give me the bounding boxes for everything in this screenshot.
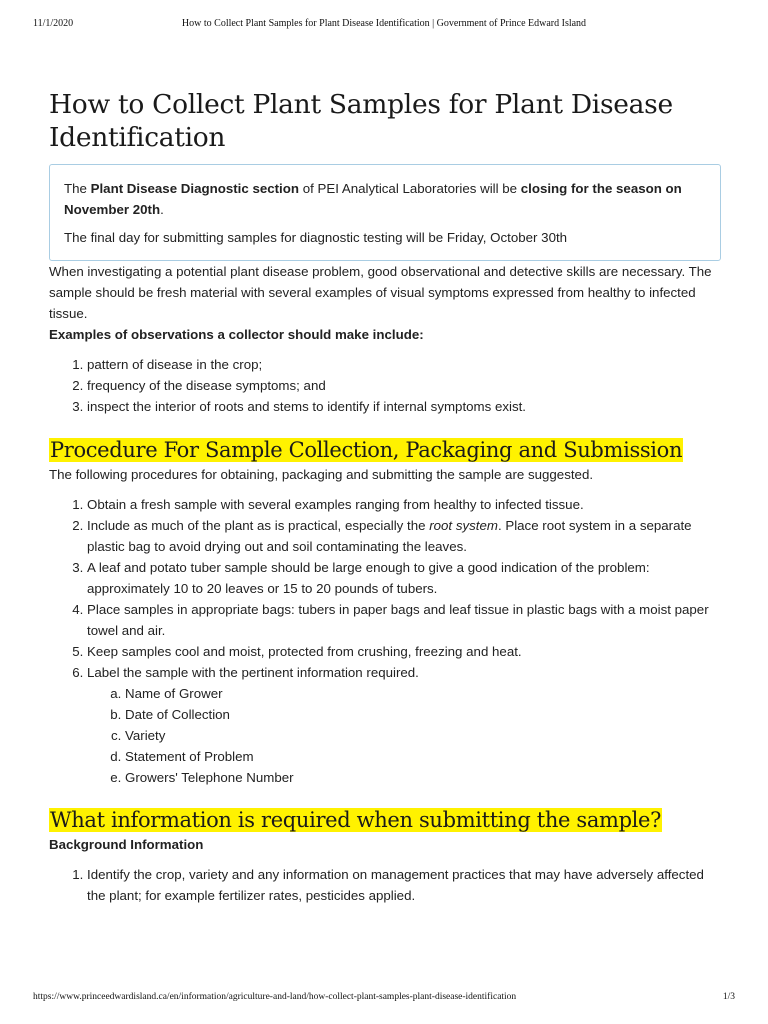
notice-line-1: The Plant Disease Diagnostic section of PEI Analytical Laboratories will be closing for the season on November 20th. (64, 181, 682, 217)
procedure-heading: Procedure For Sample Collection, Packaging and Submission (50, 438, 683, 462)
info-heading: What information is required when submitting the sample? (50, 808, 662, 832)
print-page-title: How to Collect Plant Samples for Plant Disease Identification | Government of Prince Edward Island (181, 18, 587, 29)
list-item: e. Growers' Telephone Number (125, 767, 721, 788)
print-footer (33, 992, 735, 1006)
list-item: 3. A leaf and potato tuber sample should be large enough to give a good indication of the problem: approximately 10 to 20 leaves or 15 to 20 pounds of tubers. (87, 557, 721, 599)
procedure-list (49, 494, 721, 788)
background-list (49, 864, 721, 906)
list-item: b. Date of Collection (125, 704, 721, 725)
list-item: 1. Identify the crop, variety and any information on management practices that may have adversely affected the plant; for example fertilizer rates, pesticides applied. (87, 864, 721, 906)
page-number: 1/3 (722, 992, 735, 1002)
list-item: 2. Include as much of the plant as is practical, especially the root system. Place root system in a separate plastic bag to avoid drying out and soil contaminating the leaves. (87, 515, 721, 557)
print-header (33, 18, 735, 32)
list-item: 6. Label the sample with the pertinent information required. a. Name of Grower b. Date of Collection c. Variety d. Statement of Problem e. Growers' Telephone Number (87, 662, 721, 788)
list-item: 4. Place samples in appropriate bags: tubers in paper bags and leaf tissue in plastic bags with a moist paper towel and air. (87, 599, 721, 641)
list-item: 1. Obtain a fresh sample with several examples ranging from healthy to infected tissue. (87, 494, 721, 515)
list-item: 2. frequency of the disease symptoms; and (87, 375, 721, 396)
label-info-list (87, 683, 721, 788)
background-heading: Background Information (49, 837, 204, 852)
intro-paragraph: When investigating a potential plant disease problem, good observational and detective skills are necessary. The sample should be fresh material with several examples of visual symptoms expressed from healthy to infected tissue. (49, 264, 712, 321)
page-title: How to Collect Plant Samples for Plant Disease Identification (49, 89, 673, 153)
list-item: 3. inspect the interior of roots and stems to identify if internal symptoms exist. (87, 396, 721, 417)
notice-box (49, 164, 721, 261)
list-item: 5. Keep samples cool and moist, protected from crushing, freezing and heat. (87, 641, 721, 662)
list-item: c. Variety (125, 725, 721, 746)
list-item: d. Statement of Problem (125, 746, 721, 767)
list-item: a. Name of Grower (125, 683, 721, 704)
observations-list (49, 354, 721, 417)
print-url: https://www.princeedwardisland.ca/en/information/agriculture-and-land/how-collect-plant-samples-plant-disease-identification (33, 992, 517, 1002)
observations-heading: Examples of observations a collector should make include: (49, 327, 424, 342)
print-date: 11/1/2020 (33, 18, 74, 29)
procedure-intro: The following procedures for obtaining, packaging and submitting the sample are suggested. (49, 467, 594, 482)
main-content (49, 88, 721, 906)
notice-line-2: The final day for submitting samples for diagnostic testing will be Friday, October 30th (64, 230, 568, 245)
list-item: 1. pattern of disease in the crop; (87, 354, 721, 375)
